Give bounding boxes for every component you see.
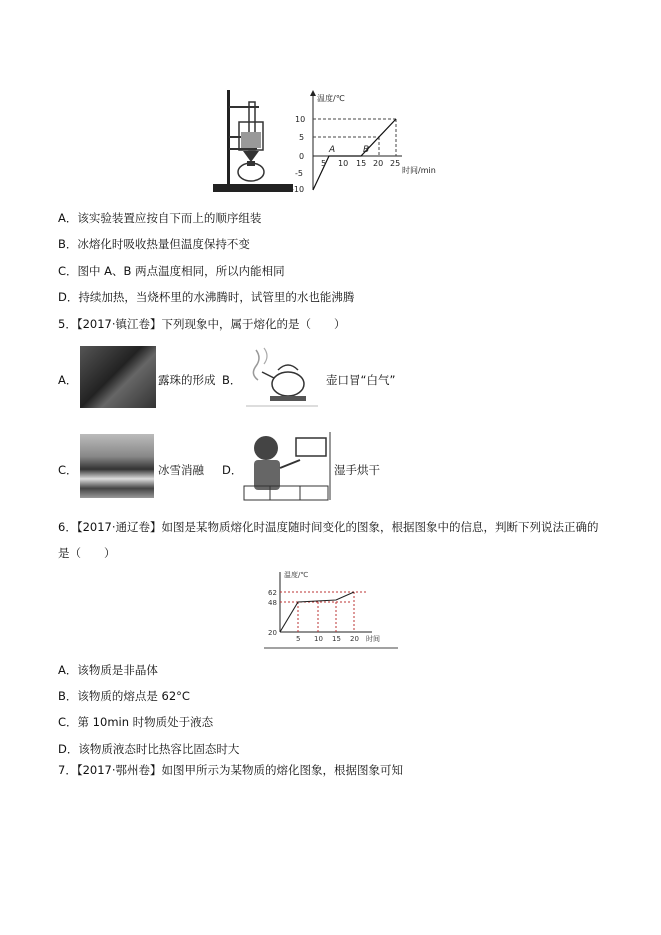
q4-xtick: 10: [338, 159, 349, 168]
q6-option-c: C．第 10min 时物质处于液态: [58, 715, 214, 729]
q5-option-a-letter: A．: [58, 373, 78, 387]
q6-ytick: 48: [268, 599, 277, 607]
q4-option-b: B．冰熔化时吸收热量但温度保持不变: [58, 237, 250, 251]
q5-option-d-text: 湿手烘干: [334, 463, 380, 477]
q4-option-a: A．该实验装置应按自下而上的顺序组装: [58, 211, 262, 225]
q6-temperature-graph: [262, 566, 400, 650]
q6-curve: [280, 592, 354, 632]
q4-ytick: 10: [295, 115, 306, 124]
q4-xlabel: 时间/min: [402, 166, 436, 175]
q4-xtick: 20: [373, 159, 384, 168]
q5-option-c-letter: C．: [58, 463, 78, 477]
q4-point-b: B: [363, 145, 370, 155]
snow-photo: [80, 434, 154, 498]
q5-option-d-letter: D．: [222, 463, 243, 477]
q6-option-d: D．该物质液态时比热容比固态时大: [58, 742, 240, 756]
q6-option-b: B．该物质的熔点是 62°C: [58, 689, 190, 703]
q4-ytick: -10: [291, 185, 305, 194]
q6-stem-line2: 是（ ）: [58, 546, 116, 560]
q6-ytick: 20: [268, 629, 277, 637]
q4-point-a: A: [329, 145, 336, 155]
q5-option-c-text: 冰雪消融: [158, 463, 204, 477]
q6-xlabel: 时间: [366, 635, 380, 643]
q4-xtick: 5: [321, 159, 327, 168]
dew-photo: [80, 346, 156, 408]
hand-dryer-picture: [240, 430, 332, 502]
q6-stem-line1: 6．【2017·通辽卷】如图是某物质熔化时温度随时间变化的图象，根据图象中的信息，判断下列说法正确的: [58, 520, 599, 534]
q6-xtick: 15: [332, 635, 341, 643]
q5-option-a-text: 露珠的形成: [158, 373, 216, 387]
q4-ytick: 0: [299, 152, 305, 161]
q7-stem: 7．【2017·鄂州卷】如图甲所示为某物质的熔化图象，根据图象可知: [58, 763, 403, 777]
q4-xtick: 25: [390, 159, 401, 168]
q6-xtick: 20: [350, 635, 359, 643]
q4-curve: [313, 119, 396, 190]
kettle-picture: [242, 344, 322, 410]
q6-xtick: 10: [314, 635, 323, 643]
q4-ytick: 5: [299, 133, 305, 142]
q5-option-b-letter: B．: [222, 373, 242, 387]
q6-ytick: 62: [268, 589, 277, 597]
q6-option-a: A．该物质是非晶体: [58, 663, 158, 677]
q4-option-c: C．图中 A、B 两点温度相同，所以内能相同: [58, 264, 285, 278]
q4-xtick: 15: [356, 159, 367, 168]
q4-ytick: -5: [295, 169, 303, 178]
q6-xtick: 5: [296, 635, 301, 643]
q5-stem: 5．【2017·镇江卷】下列现象中，属于熔化的是（ ）: [58, 317, 346, 331]
q4-ylabel: 温度/℃: [317, 94, 345, 103]
q4-option-d: D．持续加热，当烧杯里的水沸腾时，试管里的水也能沸腾: [58, 290, 355, 304]
q5-option-b-text: 壶口冒“白气”: [326, 373, 396, 387]
q4-temperature-graph: [287, 88, 442, 194]
q6-ylabel: 温度/℃: [284, 571, 309, 579]
apparatus-figure: [205, 88, 297, 194]
